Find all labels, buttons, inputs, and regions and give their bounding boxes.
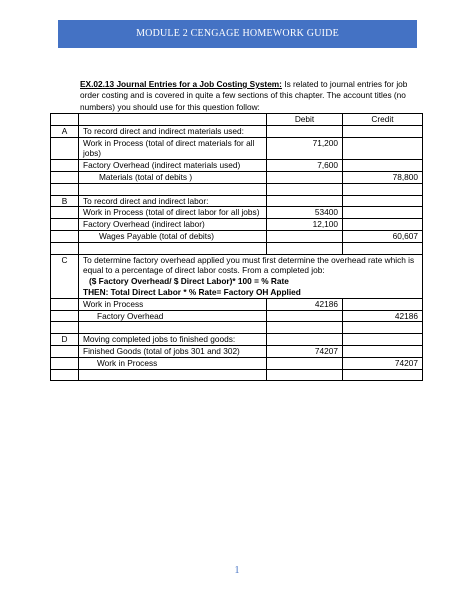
intro-text: Is related to journal entries for job order costing and is covered in quite a few sections of this chapter. The account titles (no numbers) you should use for this question follow: [80,79,408,112]
entry-a-debit-2: 7,600 [267,160,343,172]
table-cell [343,334,423,346]
entry-d-title: Moving completed jobs to finished goods: [79,334,267,346]
table-row [51,357,423,369]
exercise-title: EX.02.13 Journal Entries for a Job Costing System: [80,79,282,89]
entry-d-account-1: Finished Goods (total of jobs 301 and 302) [79,345,267,357]
table-cell [267,230,343,242]
entry-c-formula: ($ Factory Overhead/ $ Direct Labor)* 100 = % Rate [89,276,289,287]
entry-c-then: THEN: Total Direct Labor * % Rate= Factory OH Applied [83,286,301,297]
entry-letter-d: D [51,334,79,346]
table-cell [51,137,79,160]
table-cell [267,183,343,195]
table-row [51,345,423,357]
entry-a-account-1: Work in Process (total of direct materials for all jobs) [79,137,267,160]
entry-d-credit-2: 74207 [343,357,423,369]
entry-a-title: To record direct and indirect materials used: [79,125,267,137]
table-cell [267,357,343,369]
credit-header: Credit [343,114,423,126]
table-cell [79,114,267,126]
entry-letter-b: B [51,195,79,207]
table-cell [267,322,343,334]
entry-b-credit-3: 60,607 [343,230,423,242]
table-cell [51,345,79,357]
table-cell [51,219,79,231]
entry-c-credit-2: 42186 [343,310,423,322]
entry-a-account-2: Factory Overhead (indirect materials used) [79,160,267,172]
table-cell [51,230,79,242]
table-cell [343,125,423,137]
table-cell [51,242,79,254]
entry-c-text: To determine factory overhead applied you must first determine the overhead rate which is equal to a percentage of direct labor costs. From a completed job: [83,254,415,276]
header-title: MODULE 2 CENGAGE HOMEWORK GUIDE [136,28,339,39]
table-cell [267,369,343,381]
table-cell [267,242,343,254]
table-cell [267,334,343,346]
table-row [51,334,423,346]
table-row [51,195,423,207]
table-cell [267,171,343,183]
table-cell [51,357,79,369]
table-cell [343,242,423,254]
entry-b-debit-2: 12,100 [267,219,343,231]
table-row [51,369,423,381]
table-row [51,310,423,322]
table-cell [51,114,79,126]
entry-c-account-1: Work in Process [79,298,267,310]
table-cell [51,298,79,310]
intro-paragraph [80,79,420,113]
table-row [51,230,423,242]
table-cell [79,242,267,254]
entry-a-credit-3: 78,800 [343,171,423,183]
table-row [51,171,423,183]
journal-entries-table [50,113,423,381]
table-cell [51,171,79,183]
table-row [51,219,423,231]
table-cell [343,137,423,160]
table-row [51,137,423,160]
table-cell [343,219,423,231]
table-cell [343,369,423,381]
table-header-row [51,114,423,126]
table-row [51,322,423,334]
entry-letter-a: A [51,125,79,137]
table-row [51,298,423,310]
table-cell [79,322,267,334]
table-cell [51,369,79,381]
entry-b-account-1: Work in Process (total of direct labor for all jobs) [79,207,267,219]
entry-c-explanation [79,254,423,298]
table-cell [51,183,79,195]
table-row [51,254,423,298]
table-cell [343,160,423,172]
entry-a-debit-1: 71,200 [267,137,343,160]
table-cell [267,195,343,207]
table-cell [343,345,423,357]
table-cell [343,183,423,195]
entry-b-account-2: Factory Overhead (indirect labor) [79,219,267,231]
entry-c-account-2: Factory Overhead [79,310,267,322]
table-cell [343,298,423,310]
entry-d-account-2: Work in Process [79,357,267,369]
table-row [51,160,423,172]
entry-letter-c: C [51,254,79,298]
entry-b-title: To record direct and indirect labor: [79,195,267,207]
entry-c-debit-1: 42186 [267,298,343,310]
entry-b-account-3: Wages Payable (total of debits) [79,230,267,242]
table-cell [343,322,423,334]
entry-d-debit-1: 74207 [267,345,343,357]
entry-b-debit-1: 53400 [267,207,343,219]
table-cell [51,322,79,334]
entry-a-account-3: Materials (total of debits ) [79,171,267,183]
table-row [51,207,423,219]
table-cell [343,207,423,219]
table-cell [51,310,79,322]
table-cell [267,125,343,137]
table-cell [51,160,79,172]
table-cell [79,369,267,381]
page-number: 1 [234,565,240,576]
page-header [58,20,417,48]
table-cell [51,207,79,219]
table-row [51,183,423,195]
debit-header: Debit [267,114,343,126]
table-cell [267,310,343,322]
table-cell [79,183,267,195]
table-cell [343,195,423,207]
table-row [51,242,423,254]
table-row [51,125,423,137]
